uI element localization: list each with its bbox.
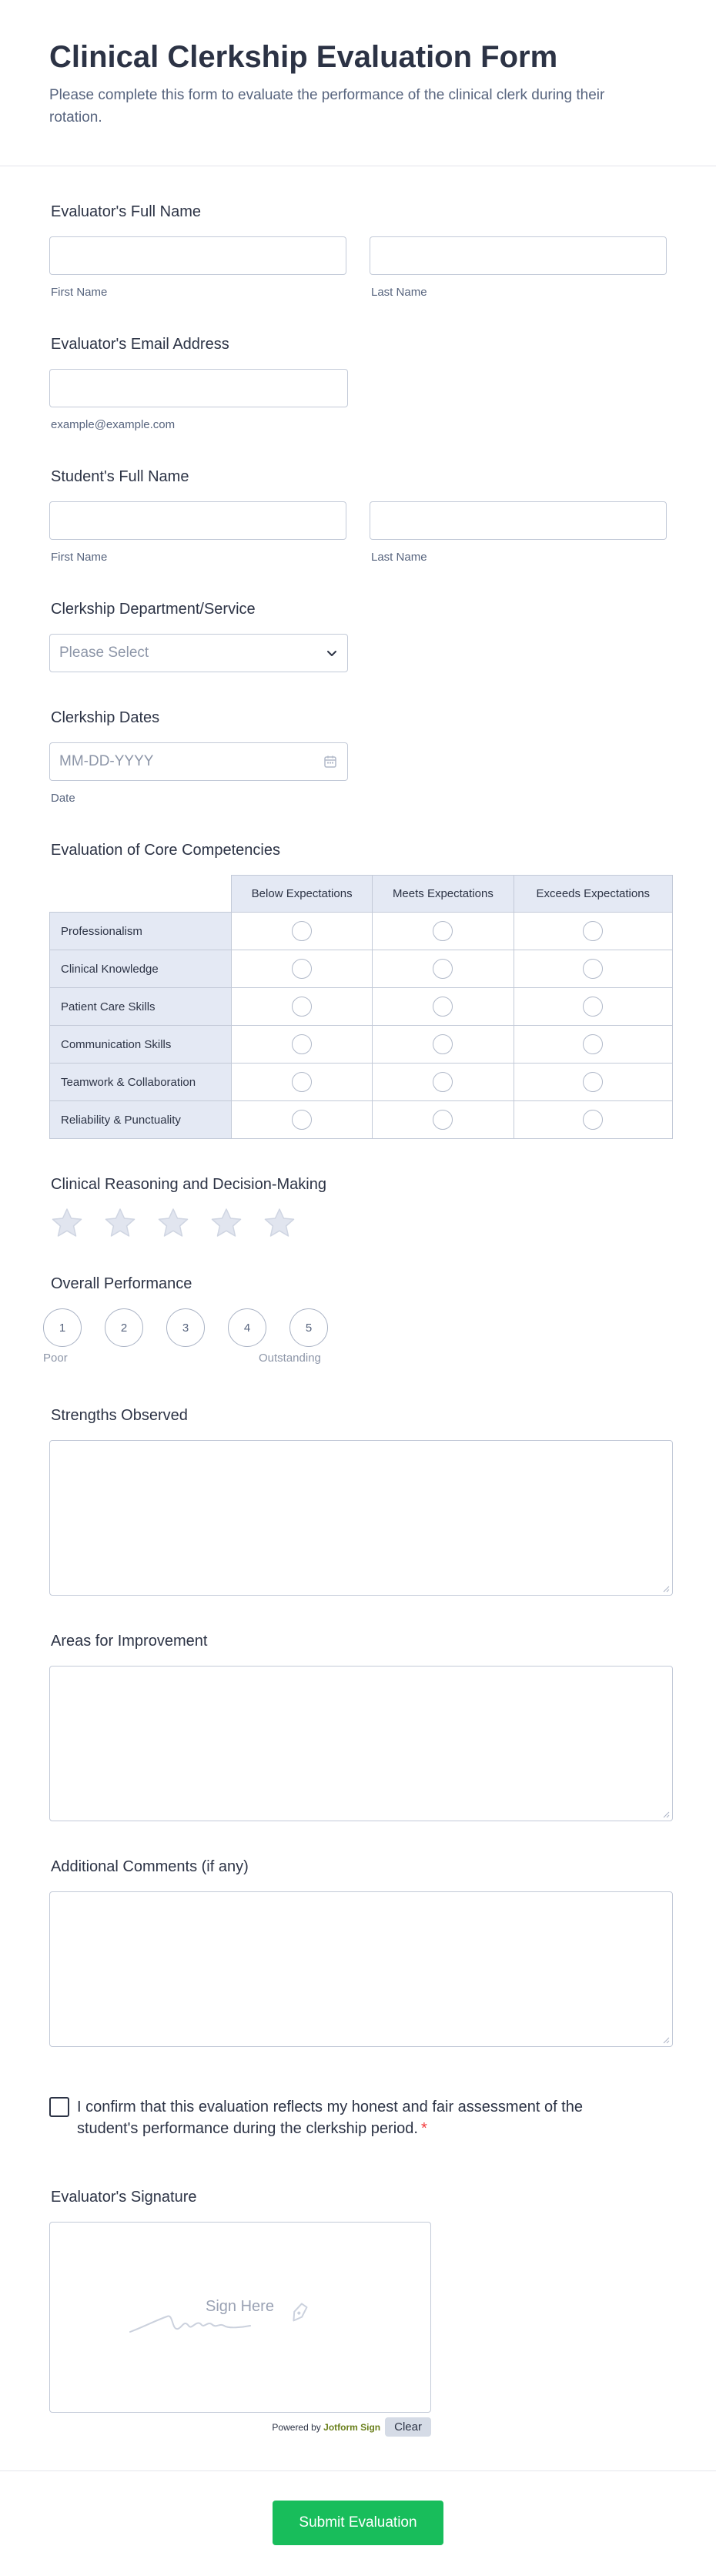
radio-button[interactable] [433, 1034, 453, 1054]
radio-button[interactable] [292, 921, 312, 941]
matrix-row [50, 913, 673, 950]
first-name-sublabel: First Name [51, 286, 108, 299]
evaluator-email-label: Evaluator's Email Address [51, 336, 229, 353]
star-icon[interactable] [51, 1208, 83, 1238]
matrix-column-header: Meets Expectations [373, 876, 514, 913]
star-icon[interactable] [104, 1208, 136, 1238]
department-field [49, 601, 667, 672]
page-title: Clinical Clerkship Evaluation Form [49, 40, 558, 74]
evaluator-email-input[interactable] [49, 369, 348, 407]
calendar-icon[interactable] [323, 754, 338, 769]
scale-high-label: Outstanding [259, 1352, 321, 1365]
radio-button[interactable] [292, 959, 312, 979]
reasoning-field [49, 1176, 667, 1238]
radio-button[interactable] [433, 921, 453, 941]
star-icon[interactable] [157, 1208, 189, 1238]
radio-button[interactable] [583, 921, 603, 941]
date-sublabel: Date [51, 792, 75, 805]
form-header [0, 0, 716, 166]
matrix-row-label: Teamwork & Collaboration [50, 1064, 232, 1101]
radio-button[interactable] [433, 997, 453, 1017]
improvement-textarea[interactable] [49, 1666, 673, 1821]
reasoning-label: Clinical Reasoning and Decision-Making [51, 1176, 326, 1193]
student-last-name-input[interactable] [370, 501, 667, 540]
student-first-name-input[interactable] [49, 501, 346, 540]
evaluator-last-name-input[interactable] [370, 236, 667, 275]
date-input[interactable] [49, 742, 348, 781]
matrix-row [50, 1101, 673, 1139]
scale-rating [43, 1308, 667, 1347]
student-name-field [49, 468, 667, 564]
radio-button[interactable] [583, 1034, 603, 1054]
evaluator-name-label: Evaluator's Full Name [51, 203, 201, 220]
strengths-textarea[interactable] [49, 1440, 673, 1596]
radio-button[interactable] [433, 1072, 453, 1092]
resize-handle-icon[interactable] [662, 2036, 670, 2044]
required-mark: * [420, 2120, 427, 2137]
scale-option[interactable]: 5 [289, 1308, 328, 1347]
dates-field [49, 709, 667, 805]
radio-button[interactable] [292, 1034, 312, 1054]
matrix-row [50, 988, 673, 1026]
matrix-row-label: Patient Care Skills [50, 988, 232, 1026]
star-icon[interactable] [210, 1208, 243, 1238]
scale-low-label: Poor [43, 1352, 68, 1365]
comments-label: Additional Comments (if any) [51, 1858, 249, 1875]
confirmation-field [49, 2096, 604, 2139]
radio-button[interactable] [433, 1110, 453, 1130]
scale-option[interactable]: 1 [43, 1308, 82, 1347]
radio-button[interactable] [292, 997, 312, 1017]
clear-signature-button[interactable]: Clear [385, 2417, 431, 2437]
matrix-row [50, 1026, 673, 1064]
date-placeholder: MM-DD-YYYY [59, 753, 154, 769]
scale-option[interactable]: 4 [228, 1308, 266, 1347]
form-body [0, 203, 716, 2437]
evaluator-first-name-input[interactable] [49, 236, 346, 275]
matrix-row [50, 1064, 673, 1101]
strengths-field [49, 1407, 667, 1596]
chevron-down-icon [324, 645, 340, 661]
last-name-sublabel: Last Name [371, 551, 427, 564]
competencies-field [49, 842, 667, 1139]
radio-button[interactable] [292, 1072, 312, 1092]
matrix-row-label: Reliability & Punctuality [50, 1101, 232, 1139]
signature-placeholder: Sign Here [206, 2298, 274, 2315]
scale-option[interactable]: 3 [166, 1308, 205, 1347]
signature-field [49, 2189, 667, 2437]
powered-by-label: Powered by [272, 2421, 321, 2433]
competency-matrix [49, 875, 673, 1139]
matrix-row [50, 950, 673, 988]
submit-button[interactable]: Submit Evaluation [273, 2501, 443, 2545]
comments-field [49, 1858, 667, 2047]
first-name-sublabel: First Name [51, 551, 108, 564]
last-name-sublabel: Last Name [371, 286, 427, 299]
evaluator-email-field [49, 336, 667, 431]
competencies-label: Evaluation of Core Competencies [51, 842, 280, 859]
matrix-column-header: Exceeds Expectations [514, 876, 672, 913]
radio-button[interactable] [583, 959, 603, 979]
matrix-row-label: Communication Skills [50, 1026, 232, 1064]
department-placeholder: Please Select [59, 645, 149, 661]
comments-textarea[interactable] [49, 1891, 673, 2047]
signature-pad[interactable] [49, 2222, 431, 2413]
radio-button[interactable] [433, 959, 453, 979]
resize-handle-icon[interactable] [662, 1811, 670, 1818]
email-sublabel: example@example.com [51, 418, 176, 431]
matrix-corner [50, 876, 232, 913]
page-subtitle: Please complete this form to evaluate the performance of the clinical clerk during their rotation. [49, 87, 605, 126]
improvement-field [49, 1633, 667, 1821]
form-footer [0, 2470, 716, 2576]
resize-handle-icon[interactable] [662, 1585, 670, 1593]
matrix-row-label: Clinical Knowledge [50, 950, 232, 988]
department-label: Clerkship Department/Service [51, 601, 256, 618]
evaluator-name-field [49, 203, 667, 299]
scale-option[interactable]: 2 [105, 1308, 143, 1347]
star-icon[interactable] [263, 1208, 296, 1238]
student-name-label: Student's Full Name [51, 468, 189, 485]
signature-label: Evaluator's Signature [51, 2189, 197, 2206]
powered-by-text [272, 2422, 380, 2433]
department-select[interactable] [49, 634, 348, 672]
radio-button[interactable] [583, 1072, 603, 1092]
improvement-label: Areas for Improvement [51, 1633, 208, 1650]
matrix-row-label: Professionalism [50, 913, 232, 950]
confirm-text: I confirm that this evaluation reflects my honest and fair assessment of the student's performance during the clerkship period. [77, 2099, 583, 2137]
strengths-label: Strengths Observed [51, 1407, 188, 1424]
overall-performance-field [43, 1275, 667, 1370]
dates-label: Clerkship Dates [51, 709, 160, 726]
confirm-checkbox[interactable] [49, 2097, 69, 2117]
star-rating [51, 1208, 667, 1238]
radio-button[interactable] [292, 1110, 312, 1130]
radio-button[interactable] [583, 1110, 603, 1130]
overall-performance-label: Overall Performance [51, 1275, 192, 1292]
radio-button[interactable] [583, 997, 603, 1017]
jotform-sign-brand: Jotform Sign [323, 2421, 381, 2433]
matrix-column-header: Below Expectations [232, 876, 373, 913]
